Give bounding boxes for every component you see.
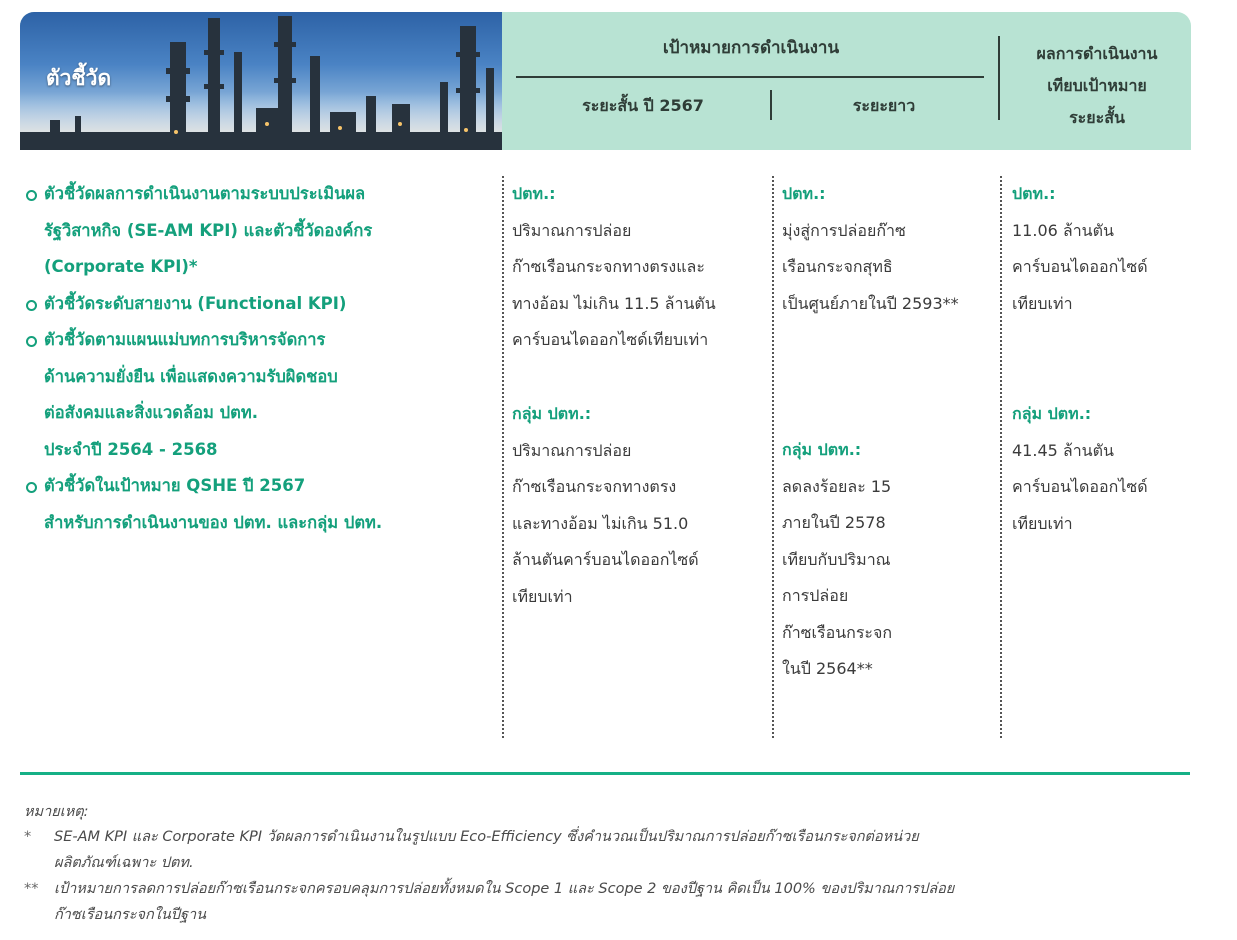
indicator-text: ประจำปี 2564 - 2568 [44,439,218,459]
footnote-item [24,876,1214,928]
cell-text: เป็นศูนย์ภายในปี 2593** [782,293,959,313]
table-header [20,12,1191,150]
short-term-group-cell [512,396,768,615]
indicator-text: ตัวชี้วัดระดับสายงาน (Functional KPI) [44,293,347,313]
footnote-mark: ** [24,881,39,897]
column-separator [772,176,774,738]
cell-text: ก๊าซเรือนกระจกทางตรง [512,477,677,496]
section-divider [20,772,1190,775]
footnote-text: ก๊าซเรือนกระจกในปีฐาน [54,907,207,923]
cell-text: การปล่อย [782,586,849,605]
cell-text: คาร์บอนไดออกไซด์ [1012,477,1148,496]
cell-text: เรือนกระจกสุทธิ [782,257,893,276]
list-item [24,468,504,541]
indicator-text: ตัวชี้วัดตามแผนแม่บทการบริหารจัดการ [44,330,326,349]
entity-label: ปตท.: [512,184,556,203]
header-divider [516,76,984,78]
long-term-heading: ระยะยาว [852,96,916,115]
cell-text: ปริมาณการปล่อย [512,440,632,460]
target-column-title: เป้าหมายการดำเนินงาน [662,38,840,58]
cell-text: ภายในปี 2578 [782,513,886,532]
cell-text: เทียบเท่า [1012,293,1073,313]
footnote-title: หมายเหตุ: [24,804,89,820]
cell-text: เทียบเท่า [512,586,573,606]
indicator-text: สำหรับการดำเนินงานของ ปตท. และกลุ่ม ปตท. [44,512,383,532]
refinery-photo [20,12,502,150]
short-term-ptt-cell [512,176,768,359]
result-title-line: ระยะสั้น [1069,108,1125,127]
result-ptt-cell [1012,176,1212,322]
cell-text: เทียบเท่า [1012,513,1073,533]
indicator-list [24,176,504,541]
result-title-line: เทียบเป้าหมาย [1047,76,1147,95]
cell-text: และทางอ้อม ไม่เกิน 51.0 [512,513,689,533]
cell-text: ก๊าซเรือนกระจกทางตรงและ [512,257,705,276]
list-item [24,322,504,468]
header-separator [998,36,1000,120]
footnote-text: เป้าหมายการลดการปล่อยก๊าซเรือนกระจกครอบคลุมการปล่อยทั้งหมดใน Scope 1 และ Scope 2 ของปีฐาน คิดเป็น 100% ของปริมาณการปล่อย [54,881,955,897]
cell-text: ลดลงร้อยละ 15 [782,476,892,496]
cell-text: ปริมาณการปล่อย [512,220,632,240]
indicator-text: (Corporate KPI)* [44,257,198,276]
cell-text: ก๊าซเรือนกระจก [782,622,893,642]
result-column-title [1002,38,1191,134]
long-term-group-cell [782,432,998,688]
indicator-text: ตัวชี้วัดผลการดำเนินงานตามระบบประเมินผล [44,184,366,203]
indicator-text: ตัวชี้วัดในเป้าหมาย QSHE ปี 2567 [44,476,306,495]
indicator-text: ด้านความยั่งยืน เพื่อแสดงความรับผิดชอบ [44,366,338,386]
entity-label: กลุ่ม ปตท.: [1012,404,1092,423]
footnote-mark: * [24,829,32,845]
list-item [24,286,504,323]
column-separator [502,176,504,738]
result-group-cell [1012,396,1212,542]
cell-text: ในปี 2564** [782,659,873,678]
entity-label: ปตท.: [782,184,826,203]
long-term-ptt-cell [782,176,998,322]
indicator-text: รัฐวิสาหกิจ (SE-AM KPI) และตัวชี้วัดองค์กร [44,220,373,240]
entity-label: ปตท.: [1012,184,1056,203]
indicator-text: ต่อสังคมและสิ่งแวดล้อม ปตท. [44,403,258,422]
cell-text: ทางอ้อม ไม่เกิน 11.5 ล้านตัน [512,293,716,313]
cell-text: 41.45 ล้านตัน [1012,440,1114,460]
cell-text: มุ่งสู่การปล่อยก๊าซ [782,220,906,240]
footnote-text: SE-AM KPI และ Corporate KPI วัดผลการดำเนินงานในรูปแบบ Eco-Efficiency ซึ่งคำนวณเป็นปริมาณการปล่อยก๊าซเรือนกระจกต่อหน่วย [54,829,919,845]
footnote-item [24,824,1214,876]
cell-text: ล้านตันคาร์บอนไดออกไซด์ [512,550,699,569]
entity-label: กลุ่ม ปตท.: [512,404,592,423]
list-item [24,176,504,286]
cell-text: คาร์บอนไดออกไซด์เทียบเท่า [512,330,709,349]
indicator-column-title: ตัวชี้วัด [46,66,112,90]
column-separator [1000,176,1002,738]
footnote-text: ผลิตภัณฑ์เฉพาะ ปตท. [54,855,194,871]
cell-text: คาร์บอนไดออกไซด์ [1012,257,1148,276]
entity-label: กลุ่ม ปตท.: [782,440,862,459]
cell-text: 11.06 ล้านตัน [1012,220,1114,240]
short-term-heading: ระยะสั้น ปี 2567 [582,96,704,115]
cell-text: เทียบกับปริมาณ [782,549,891,569]
result-title-line: ผลการดำเนินงาน [1036,44,1158,63]
footnotes [24,800,1214,928]
